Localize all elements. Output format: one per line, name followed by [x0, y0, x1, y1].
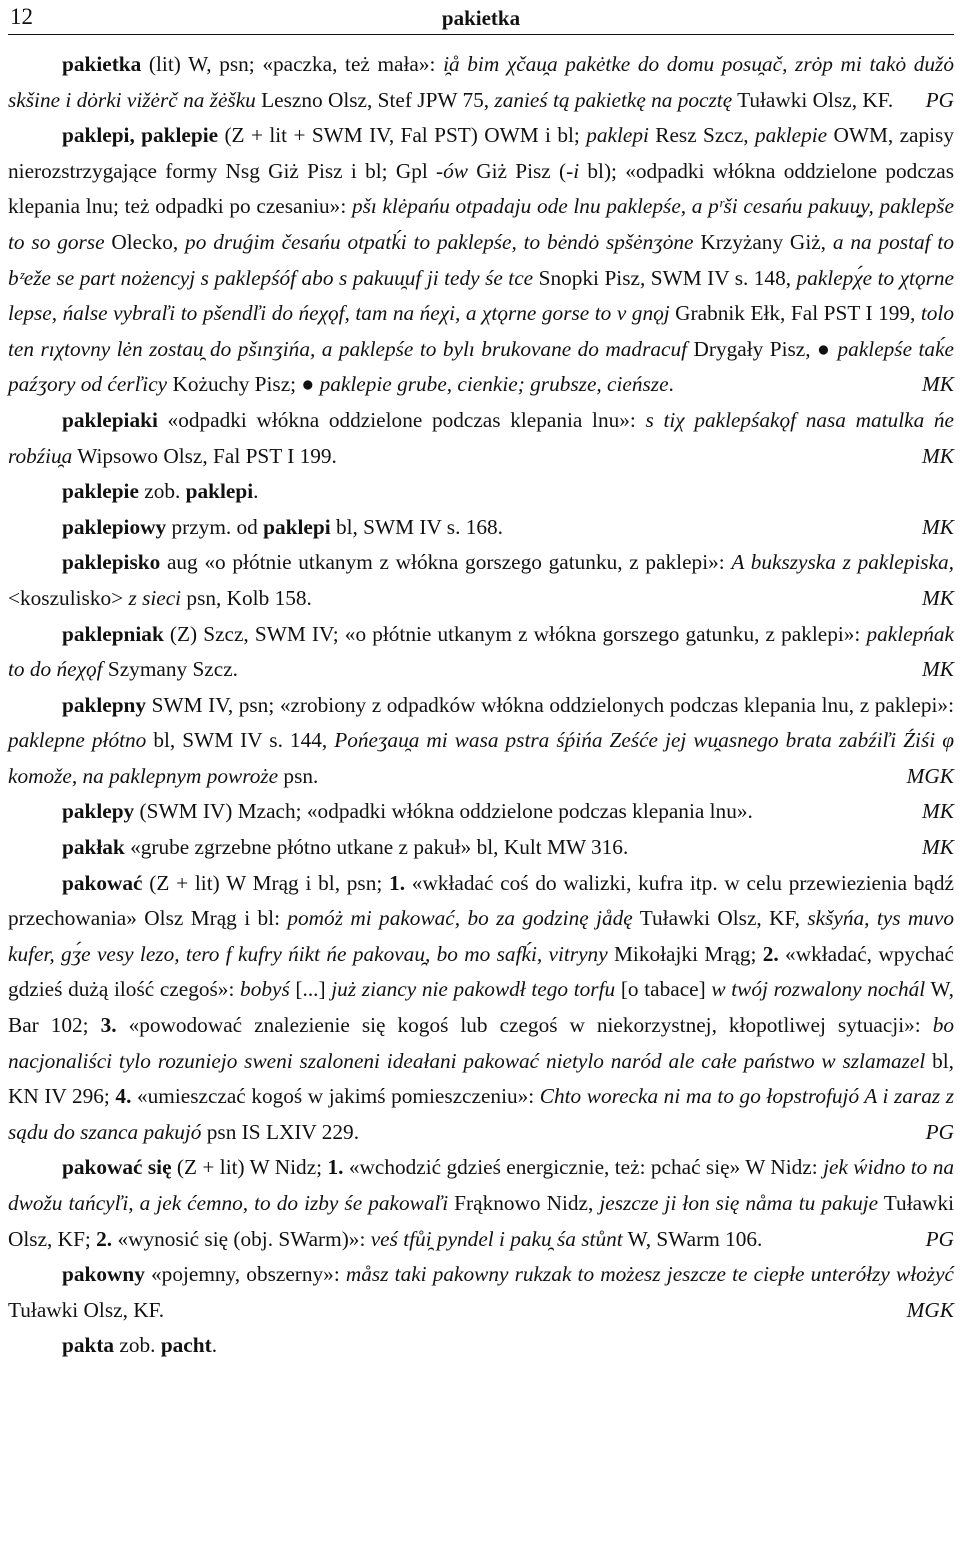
- headword: pakować: [62, 870, 143, 895]
- cross-reference: paklepi: [263, 514, 331, 539]
- headword: pakta: [62, 1333, 115, 1358]
- headword: pakłak: [62, 835, 125, 860]
- entry-text: psn IS LXIV 229.: [201, 1119, 360, 1144]
- page-header: [8, 0, 954, 35]
- entry-text: .: [211, 1333, 218, 1358]
- example: w twój rozwalony nochál: [711, 977, 926, 1002]
- entry-text: [o tabace]: [615, 977, 712, 1002]
- example: bo nacjonaliści tylo rozuniejo sweni szaloneni ideałani pakować nietylo naród ale całe państwo w szlamazel: [8, 1013, 954, 1073]
- entry-paklepniak: [8, 617, 954, 688]
- entry-text: Krzyżany Giż,: [693, 229, 833, 254]
- entry-text: Tuławki Olsz, KF.: [8, 1297, 165, 1322]
- example: måsz taki pakowny rukzak to możesz jeszcze te ciepłe unterółzy włożyć: [345, 1262, 954, 1287]
- headword: pakowny: [62, 1262, 145, 1287]
- headword: pakować się: [62, 1155, 172, 1180]
- headword: paklepisko: [62, 550, 161, 575]
- entry-text: SWM IV, psn; «zrobiony z odpadków włókna oddzielonych podczas klepania lnu, z paklepi»:: [146, 692, 954, 717]
- form: paklepi: [586, 123, 649, 148]
- entry-text: W, SWarm 106.: [622, 1226, 763, 1251]
- entry-text: «wkładać, wpychać gdzieś dużą ilość czegoś»:: [8, 941, 955, 1002]
- example: a na postaf to bᶻeže se part nożencyj s paklepśóf abo s pakuu̯uf ji tedy śe tce: [8, 229, 954, 290]
- example: A bukszyska z paklepiska,: [731, 550, 954, 575]
- entry-text: Leszno Olsz, Stef JPW 75,: [255, 87, 495, 112]
- author-initials: MGK: [906, 763, 954, 788]
- entry-pakietka: [8, 47, 954, 118]
- cross-reference: paklepi: [185, 479, 254, 504]
- author-initials: MK: [922, 514, 954, 539]
- entry-text: Kożuchy Pisz;: [167, 372, 302, 397]
- headword: paklepniak: [62, 621, 164, 646]
- headword: paklepiowy: [62, 514, 167, 539]
- author-initials: PG: [925, 87, 954, 112]
- entry-text: (Z + lit) W Nidz;: [171, 1155, 328, 1180]
- example: już ziancy nie pakowdł tego torfu: [331, 977, 616, 1002]
- sense-number: 4.: [115, 1084, 132, 1109]
- entry-pakowac: [8, 866, 954, 1151]
- entry-text: bl); «odpadki włókna oddzielone podczas klepania lnu; też odpadki po czesaniu»:: [8, 158, 954, 219]
- sense-number: 2.: [762, 941, 779, 966]
- entries-list: [8, 47, 954, 1364]
- entry-text: Tuławki Olsz, KF,: [632, 906, 808, 931]
- entry-text: «wchodzić gdzieś energicznie, też: pchać się» W Nidz:: [343, 1155, 824, 1180]
- entry-paklepny: [8, 688, 954, 795]
- entry-text: Szymany Szcz.: [102, 657, 238, 682]
- entry-text: OWM, zapisy nierozstrzygające formy Nsg Giż Pisz i bl; Gpl: [8, 123, 954, 183]
- example: zanieś tą pakietkę na pocztę: [494, 87, 733, 112]
- entry-text: (Z) Szcz, SWM IV; «o płótnie utkanym z włókna gorszego gatunku, z paklepi»:: [163, 621, 867, 646]
- entry-pakta: [8, 1328, 954, 1364]
- example: bobyś: [240, 977, 290, 1002]
- entry-text: Frąknowo Nidz,: [448, 1191, 600, 1215]
- entry-text: bl, KN IV 296;: [8, 1048, 954, 1109]
- entry-text: (SWM IV) Mzach; «odpadki włókna oddzielone podczas klepania lnu».: [134, 799, 753, 824]
- headword: paklepie: [62, 479, 139, 504]
- entry-text: .: [668, 372, 674, 397]
- entry-text: [...]: [289, 977, 332, 1002]
- entry-text: Giż Pisz (: [467, 158, 567, 183]
- entry-pakowac-sie: [8, 1150, 954, 1257]
- dictionary-page: [8, 0, 954, 1364]
- form: -ów: [436, 158, 468, 183]
- running-head: pakietka: [441, 6, 521, 30]
- example: pšı klėpańu otpadaju ode lnu paklepśe, a pʳši cesańu pakuu̯y, paklepše to so gorse: [8, 194, 955, 254]
- entry-text: Wipsowo Olsz, Fal PST I 199.: [72, 443, 337, 468]
- author-initials: PG: [925, 1119, 954, 1144]
- entry-text: «wynosić się (obj. SWarm)»:: [112, 1226, 371, 1251]
- example: jek ẃidno to na dwožu tańcyľi, a jek ćemno, to do izby śe pakowaľi: [8, 1155, 954, 1215]
- entry-paklak: [8, 830, 954, 866]
- headword: pakietka: [62, 52, 142, 76]
- entry-text: «umieszczać kogoś w jakimś pomieszczeniu»:: [131, 1084, 540, 1109]
- sense-number: 1.: [327, 1155, 344, 1180]
- example: tolo ten rıχtovny lėn zostau̯ do pšınʒińa, a paklepśe to bylı brukovane do madracuf: [8, 301, 954, 361]
- headword: paklepiaki: [62, 407, 158, 432]
- entry-paklepisko: [8, 545, 954, 616]
- entry-text: Resz Szcz,: [648, 123, 755, 148]
- entry-paklepiaki: [8, 403, 954, 474]
- entry-text: «odpadki włókna oddzielone podczas klepania lnu»:: [157, 407, 646, 432]
- entry-paklepie: [8, 474, 954, 510]
- entry-text: Snopki Pisz, SWM IV s. 148,: [533, 265, 797, 290]
- entry-text: (lit) W, psn; «paczka, też mała»:: [141, 52, 444, 76]
- entry-text: «pojemny, obszerny»:: [144, 1262, 346, 1287]
- entry-text: Tuławki Olsz, KF;: [8, 1191, 955, 1251]
- example: Chto worecka ni ma to go łopstrofujó A i zaraz z sądu do szanca pakujó: [8, 1084, 954, 1144]
- bullet-icon: ●: [817, 336, 832, 361]
- entry-text: Grabnik Ełk, Fal PST I 199,: [669, 301, 921, 326]
- entry-text: «wkładać coś do walizki, kufra itp. w celu przewiezienia bądź przechowania» Olsz Mrąg i bl:: [8, 870, 954, 931]
- example: z sieci: [128, 585, 182, 610]
- author-initials: MK: [922, 585, 954, 610]
- entry-text: «grube zgrzebne płótno utkane z pakuł» bl, Kult MW 316.: [124, 835, 629, 860]
- example: skšyńa, tys muvo kufer, gʒ́e vesy lezo, tero f kufry ńikt ńe pakovau̯, bo mo safḱi, vitryny: [8, 906, 954, 966]
- entry-text: zob.: [138, 479, 186, 504]
- author-initials: MK: [922, 799, 954, 824]
- entry-text: W, Bar 102;: [8, 977, 954, 1038]
- example: paklepśe taḱe paźʒory od ćerľicy: [8, 336, 954, 397]
- example: pomóż mi pakować, bo za godzinę jådę: [287, 906, 633, 931]
- example: paklepie grube, cienkie; grubsze, cieńsze: [319, 372, 669, 397]
- entry-text: Drygały Pisz,: [687, 336, 818, 361]
- cross-reference: pacht: [160, 1333, 212, 1358]
- entry-text: «powodować znalezienie się kogoś lub czegoś w niekorzystnej, kłopotliwej sytuacji»:: [116, 1013, 933, 1038]
- entry-text: aug «o płótnie utkanym z włókna gorszego gatunku, z paklepi»:: [160, 550, 732, 575]
- headword: paklepy: [62, 799, 135, 824]
- author-initials: PG: [925, 1226, 954, 1251]
- entry-text: <koszulisko>: [8, 585, 129, 610]
- sense-number: 3.: [100, 1013, 117, 1038]
- entry-text: .: [253, 479, 259, 504]
- author-initials: MK: [922, 657, 954, 682]
- sense-number: 1.: [389, 870, 406, 895]
- entry-text: bl, SWM IV s. 168.: [330, 514, 504, 539]
- entry-text: Olecko,: [104, 229, 186, 254]
- entry-text: (Z + lit + SWM IV, Fal PST) OWM i bl;: [218, 123, 587, 148]
- author-initials: MGK: [906, 1297, 954, 1322]
- example: po druǵim česańu otpatḱi to paklepśe, to bėndȯ spšėnʒȯne: [185, 229, 694, 254]
- author-initials: MK: [922, 835, 954, 860]
- entry-text: bl, SWM IV s. 144,: [146, 728, 335, 753]
- entry-pakowny: [8, 1257, 954, 1328]
- example: veś tfůi̯ pyndel i paku̯ śa stůnt: [370, 1226, 623, 1251]
- author-initials: MK: [922, 443, 954, 468]
- example: s tiχ paklepśakǫf nasa matulka ńe robźiu̯a: [8, 407, 954, 468]
- example: paklepńak to do ńeχǫf: [8, 621, 954, 682]
- example: i̯å bim χčau̯a pakėtke do domu posu̯ač, zrȯp mi takȯ dužȯ skšine i dȯrki vižėrč na žėšku: [8, 52, 954, 112]
- headword: paklepny: [62, 692, 147, 717]
- entry-text: przym. od: [166, 514, 264, 539]
- example: paklepne płótno: [8, 728, 147, 753]
- sense-number: 2.: [96, 1226, 113, 1251]
- example: paklepχ́e to χtǫrne lepse, ńalse vybraľi to pšendľi do ńeχǫf, tam na ńeχi, a χtǫrne gorse to v gnǫj: [8, 265, 954, 326]
- page-number: 12: [10, 4, 33, 29]
- entry-text: psn, Kolb 158.: [181, 585, 312, 610]
- bullet-icon: ●: [301, 372, 315, 397]
- entry-text: Mikołajki Mrąg;: [607, 941, 763, 966]
- entry-paklepi: [8, 118, 954, 403]
- author-initials: MK: [922, 372, 954, 397]
- form: paklepie: [754, 123, 828, 148]
- headword: paklepi, paklepie: [62, 123, 219, 148]
- entry-text: zob.: [114, 1333, 161, 1358]
- entry-text: (Z + lit) W Mrąg i bl, psn;: [142, 870, 390, 895]
- entry-paklepy: [8, 794, 954, 830]
- entry-text: Tuławki Olsz, KF.: [732, 87, 894, 112]
- example: jeszcze ji łon się nåma tu pakuje: [599, 1191, 879, 1215]
- entry-paklepiowy: [8, 510, 954, 546]
- form: -i: [566, 158, 580, 183]
- entry-text: psn.: [278, 763, 319, 788]
- example: Pońeʒau̯a mi wasa pstra śṕińa Ześće jej wu̯asnego brata zabźiľi Źiśi φ komože, na paklepnym powroże: [8, 728, 954, 788]
